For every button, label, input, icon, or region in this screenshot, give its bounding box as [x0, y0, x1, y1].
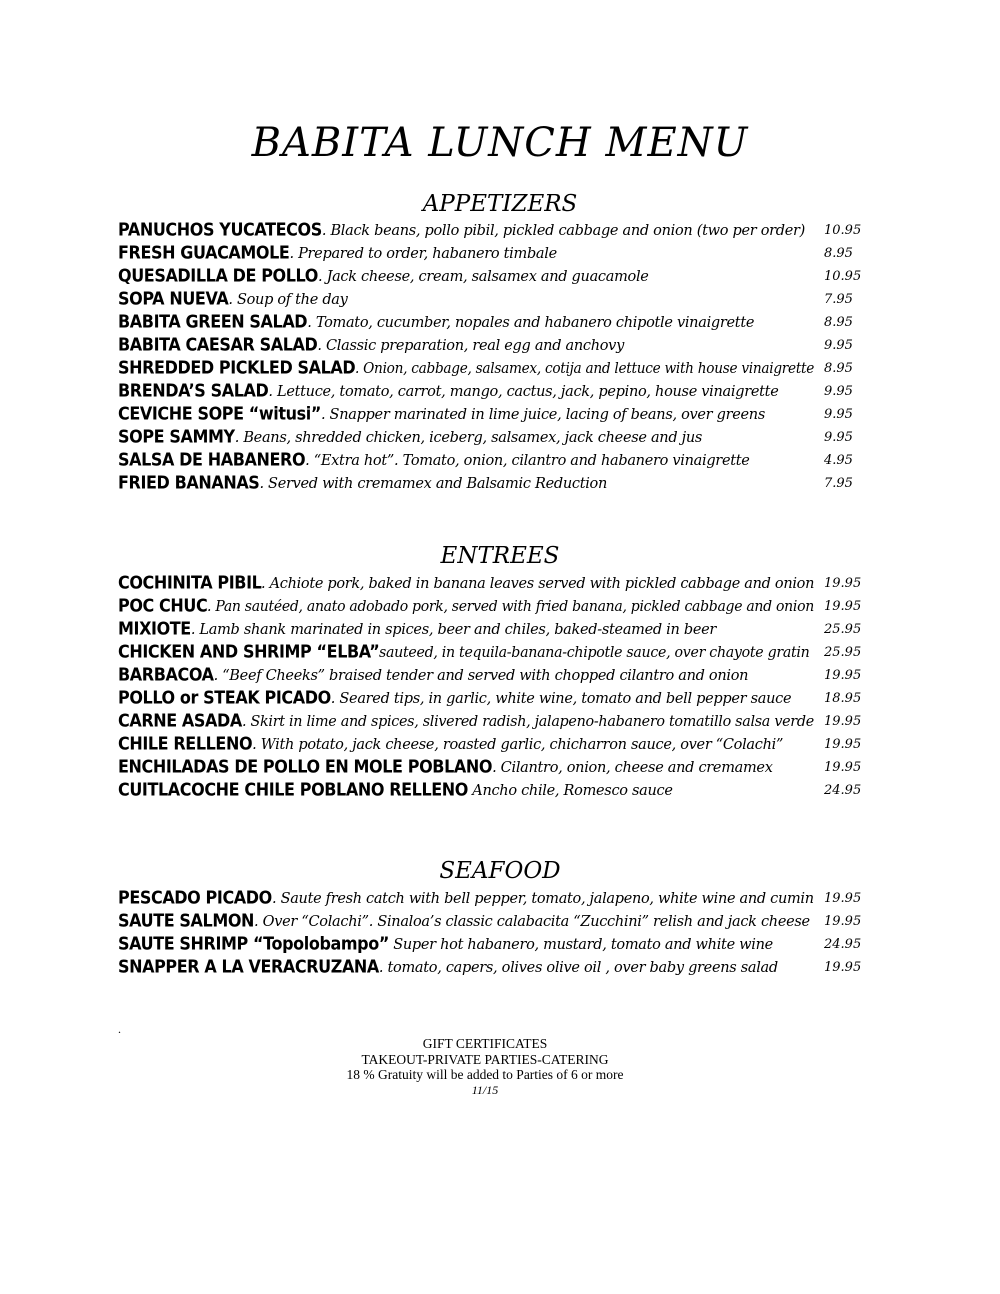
menu-item [118, 220, 878, 243]
menu-item-name: SAUTE SHRIMP “Topolobampo” [118, 932, 389, 955]
menu-item-price: 9.95 [824, 384, 853, 399]
menu-item-description: . Classic preparation, real egg and anchovy [317, 338, 624, 354]
menu-item [118, 450, 878, 473]
menu-item-price: 19.95 [824, 914, 862, 929]
menu-item-name: CHICKEN AND SHRIMP “ELBA” [118, 640, 380, 663]
menu-item-name: CHILE RELLENO [118, 732, 253, 755]
menu-item-description: . Tomato, cucumber, nopales and habanero chipotle vinaigrette [307, 315, 755, 331]
menu-item-name: BABITA CAESAR SALAD [118, 333, 318, 356]
seafood-list [118, 888, 878, 980]
menu-item-name: CEVICHE SOPE “witusi” [118, 402, 321, 425]
menu-item-name: SHREDDED PICKLED SALAD [118, 356, 356, 379]
menu-item-price: 10.95 [824, 269, 862, 284]
menu-item-description: . tomato, capers, olives olive oil , over baby greens salad [378, 960, 778, 976]
menu-item-name: FRESH GUACAMOLE [118, 241, 290, 264]
menu-item [118, 312, 878, 335]
menu-item-price: 25.95 [824, 645, 862, 660]
menu-item-price: 19.95 [824, 714, 862, 729]
appetizers-list [118, 220, 878, 496]
menu-item [118, 957, 878, 980]
menu-item-price: 7.95 [824, 476, 853, 491]
menu-item-name: SOPE SAMMY [118, 425, 235, 448]
menu-item [118, 596, 878, 619]
menu-item-description: . Prepared to order, habanero timbale [289, 246, 557, 262]
menu-item-description: sauteed, in tequila-banana-chipotle sauce, over chayote gratin [379, 645, 810, 661]
entrees-list [118, 573, 878, 803]
menu-item-price: 4.95 [824, 453, 853, 468]
menu-item-price: 9.95 [824, 338, 853, 353]
menu-item-name: SNAPPER A LA VERACRUZANA [118, 955, 379, 978]
menu-item-name: PANUCHOS YUCATECOS [118, 218, 322, 241]
menu-item-description: . Saute fresh catch with bell pepper, tomato, jalapeno, white wine and cumin [271, 891, 814, 907]
menu-item [118, 934, 878, 957]
gratuity-note: 18 % Gratuity will be added to Parties of 6 or more [346, 1067, 624, 1082]
menu-item-price: 8.95 [824, 361, 853, 376]
menu-item-name: POLLO or STEAK PICADO [118, 686, 331, 709]
menu-item-description: . Jack cheese, cream, salsamex and guacamole [317, 269, 649, 285]
menu-item-price: 19.95 [824, 576, 862, 591]
menu-item [118, 757, 878, 780]
menu-item-name: SAUTE SALMON [118, 909, 255, 932]
menu-item-name: QUESADILLA DE POLLO [118, 264, 318, 287]
menu-item [118, 780, 878, 803]
menu-item-description: . Achiote pork, baked in banana leaves served with pickled cabbage and onion [261, 576, 815, 592]
menu-item-name: SALSA DE HABANERO [118, 448, 306, 471]
menu-item-description: . “Extra hot”. Tomato, onion, cilantro and habanero vinaigrette [305, 453, 750, 469]
menu-item-name: POC CHUC [118, 594, 208, 617]
menu-item-description: . “Beef Cheeks” braised tender and served with chopped cilantro and onion [213, 668, 749, 684]
menu-item [118, 711, 878, 734]
menu-item-description: . Black beans, pollo pibil, pickled cabbage and onion (two per order) [321, 223, 806, 239]
menu-item-name: CUITLACOCHE CHILE POBLANO RELLENO [118, 778, 468, 801]
menu-item [118, 473, 878, 496]
menu-item-description: . Soup of the day [228, 292, 348, 308]
menu-item-description: . Beans, shredded chicken, iceberg, salsamex, jack cheese and jus [234, 430, 703, 446]
menu-item-price: 18.95 [824, 691, 862, 706]
menu-item-description: . Pan sautéed, anato adobado pork, served with fried banana, pickled cabbage and onion [207, 599, 815, 615]
menu-item-price: 19.95 [824, 599, 862, 614]
menu-item-price: 24.95 [824, 783, 862, 798]
menu-item-price: 24.95 [824, 937, 862, 952]
takeout-catering-text: TAKEOUT-PRIVATE PARTIES-CATERING [361, 1051, 609, 1067]
menu-item-name: MIXIOTE [118, 617, 191, 640]
menu-item-description: . Over “Colachi”. Sinaloa’s classic calabacita “Zucchini” relish and jack cheese [254, 914, 810, 930]
menu-item-price: 19.95 [824, 960, 862, 975]
menu-title: BABITA LUNCH MENU [251, 120, 749, 166]
menu-item-description: . Seared tips, in garlic, white wine, tomato and bell pepper sauce [330, 691, 792, 707]
menu-item-description: . Cilantro, onion, cheese and cremamex [492, 760, 773, 776]
menu-item-description: Ancho chile, Romesco sauce [467, 783, 673, 799]
stray-dot: . [118, 1022, 121, 1036]
menu-item-name: FRIED BANANAS [118, 471, 260, 494]
menu-item [118, 573, 878, 596]
menu-date: 11/15 [471, 1082, 499, 1097]
footer [0, 1036, 970, 1098]
menu-item [118, 358, 878, 381]
menu-item-description: Super hot habanero, mustard, tomato and white wine [388, 937, 773, 953]
menu-item-price: 19.95 [824, 668, 862, 683]
menu-item-price: 19.95 [824, 760, 862, 775]
menu-item [118, 289, 878, 312]
appetizers-heading: APPETIZERS [422, 191, 578, 217]
menu-item [118, 619, 878, 642]
menu-item [118, 642, 878, 665]
menu-item-price: 8.95 [824, 315, 853, 330]
menu-item [118, 911, 878, 934]
menu-item-description: . Snapper marinated in lime juice, lacing of beans, over greens [320, 407, 765, 423]
menu-item-description: . Onion, cabbage, salsamex, cotija and lettuce with house vinaigrette [355, 361, 815, 377]
menu-item [118, 734, 878, 757]
menu-item [118, 243, 878, 266]
menu-item [118, 381, 878, 404]
menu-item-description: . Served with cremamex and Balsamic Reduction [259, 476, 608, 492]
menu-item [118, 427, 878, 450]
menu-item-name: SOPA NUEVA [118, 287, 229, 310]
menu-item-description: . Lettuce, tomato, carrot, mango, cactus, jack, pepino, house vinaigrette [268, 384, 779, 400]
menu-item [118, 404, 878, 427]
gift-certificates-text: GIFT CERTIFICATES [422, 1036, 548, 1051]
menu-item-name: BARBACOA [118, 663, 214, 686]
menu-item [118, 335, 878, 358]
menu-item-name: BABITA GREEN SALAD [118, 310, 308, 333]
seafood-heading: SEAFOOD [439, 858, 561, 884]
menu-item [118, 888, 878, 911]
menu-item-price: 9.95 [824, 430, 853, 445]
menu-item [118, 665, 878, 688]
menu-item-name: PESCADO PICADO [118, 886, 272, 909]
menu-item-price: 10.95 [824, 223, 862, 238]
menu-item-name: COCHINITA PIBIL [118, 571, 262, 594]
menu-item-price: 19.95 [824, 737, 862, 752]
menu-item-price: 8.95 [824, 246, 853, 261]
menu-item-name: CARNE ASADA [118, 709, 242, 732]
menu-item-name: BRENDA’S SALAD [118, 379, 269, 402]
menu-item-description: . With potato, jack cheese, roasted garlic, chicharron sauce, over “Colachi” [252, 737, 784, 753]
menu-item-price: 9.95 [824, 407, 853, 422]
menu-item-price: 7.95 [824, 292, 853, 307]
menu-item [118, 266, 878, 289]
menu-item-price: 19.95 [824, 891, 862, 906]
menu-item-description: . Skirt in lime and spices, slivered radish, jalapeno-habanero tomatillo salsa verde [241, 714, 814, 730]
menu-item [118, 688, 878, 711]
entrees-heading: ENTREES [440, 543, 560, 569]
menu-item-name: ENCHILADAS DE POLLO EN MOLE POBLANO [118, 755, 493, 778]
menu-item-price: 25.95 [824, 622, 862, 637]
menu-item-description: . Lamb shank marinated in spices, beer and chiles, baked-steamed in beer [190, 622, 717, 638]
